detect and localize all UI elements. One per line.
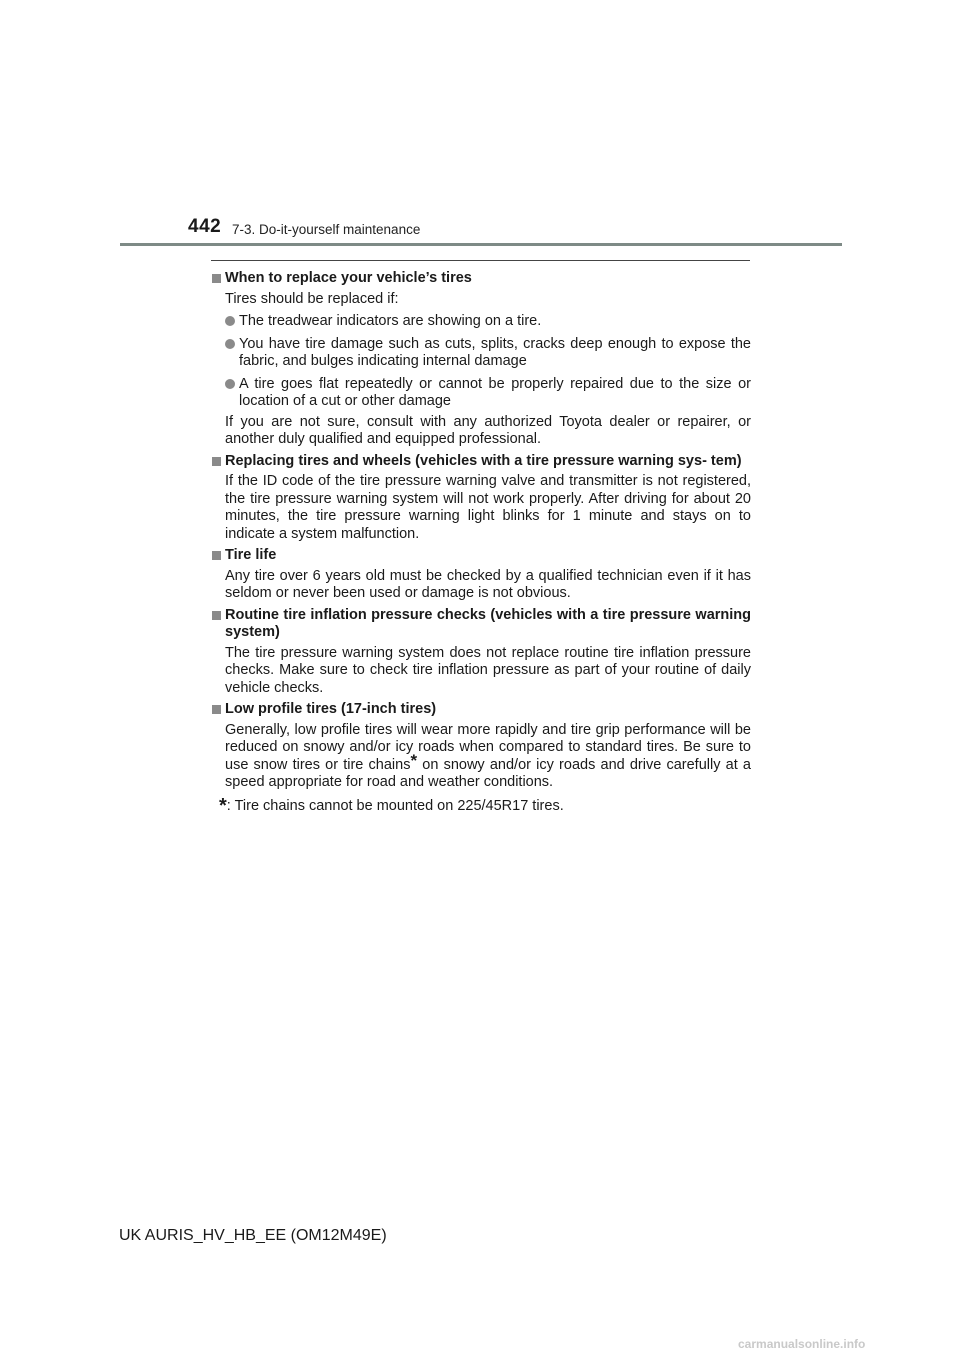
square-bullet-icon — [212, 611, 221, 620]
square-bullet-icon — [212, 705, 221, 714]
header-rule — [120, 243, 842, 246]
section-heading — [211, 547, 751, 565]
heading-text: When to replace your vehicle’s tires — [225, 270, 472, 286]
paragraph: If you are not sure, consult with any authorized Toyota dealer or repairer, or another duly qualified and equipped professional. — [225, 413, 751, 447]
section-when-to-replace — [211, 270, 751, 449]
section-heading — [211, 701, 751, 719]
bullet-text: A tire goes flat repeatedly or cannot be properly repaired due to the size or location of a cut or other damage — [239, 375, 751, 409]
square-bullet-icon — [212, 457, 221, 466]
section-routine-checks — [211, 607, 751, 698]
heading-text: Tire life — [225, 547, 277, 563]
paragraph-text: on snowy and/or icy roads and drive carefully at a speed appropriate for road and weather conditions. — [225, 756, 751, 790]
bullet-item — [211, 376, 751, 411]
paragraph: If the ID code of the tire pressure warning valve and transmitter is not registered, the tire pressure warning system will not work properly. After driving for about 20 minutes, the tire pressure warning light blinks for 1 minute and stays on to indicate a system malfunction. — [225, 473, 751, 542]
watermark: carmanualsonline.info — [738, 1337, 866, 1351]
bullet-text: The treadwear indicators are showing on a tire. — [239, 313, 542, 329]
heading-text: Replacing tires and wheels (vehicles with a tire pressure warning sys- tem) — [225, 452, 742, 469]
section-title: 7-3. Do-it-yourself maintenance — [232, 222, 421, 237]
page-content — [211, 266, 751, 815]
square-bullet-icon — [212, 274, 221, 283]
section-heading — [211, 270, 751, 288]
round-bullet-icon — [225, 379, 235, 389]
round-bullet-icon — [225, 339, 235, 349]
paragraph — [211, 722, 751, 792]
paragraph: Any tire over 6 years old must be checked by a qualified technician even if it has seldom or never been used or damage is not obvious. — [225, 567, 751, 601]
footnote-marker: * — [219, 794, 227, 817]
footer-model-code: UK AURIS_HV_HB_EE (OM12M49E) — [119, 1227, 387, 1244]
bullet-item — [211, 313, 751, 331]
section-low-profile — [211, 701, 751, 792]
content-divider — [211, 260, 750, 261]
bullet-text: You have tire damage such as cuts, splits, cracks deep enough to expose the fabric, and bulges indicating internal damage — [239, 335, 751, 369]
section-tire-life — [211, 547, 751, 603]
heading-text: Low profile tires (17-inch tires) — [225, 701, 437, 717]
section-heading — [211, 453, 751, 471]
paragraph: Tires should be replaced if: — [225, 290, 399, 307]
square-bullet-icon — [212, 551, 221, 560]
heading-text: Routine tire inflation pressure checks (vehicles with a tire pressure warning system) — [225, 606, 751, 640]
bullet-item — [211, 336, 751, 371]
round-bullet-icon — [225, 316, 235, 326]
footnote-marker: * — [410, 750, 418, 770]
footnote-text: : Tire chains cannot be mounted on 225/45R17 tires. — [226, 797, 564, 814]
section-replacing-tires — [211, 453, 751, 544]
page-number: 442 — [188, 216, 222, 237]
paragraph: The tire pressure warning system does not replace routine tire inflation pressure checks. Make sure to check tire inflation pressure as part of your routine of daily vehicle checks. — [225, 644, 751, 696]
section-heading — [211, 607, 751, 642]
footnote — [211, 794, 751, 817]
paragraph-text: Generally, low profile tires will wear more rapidly and tire grip performance will be reduced on snowy and/or icy roads when compared to standard tires. Be sure to use snow tires or tire chains — [225, 721, 751, 773]
